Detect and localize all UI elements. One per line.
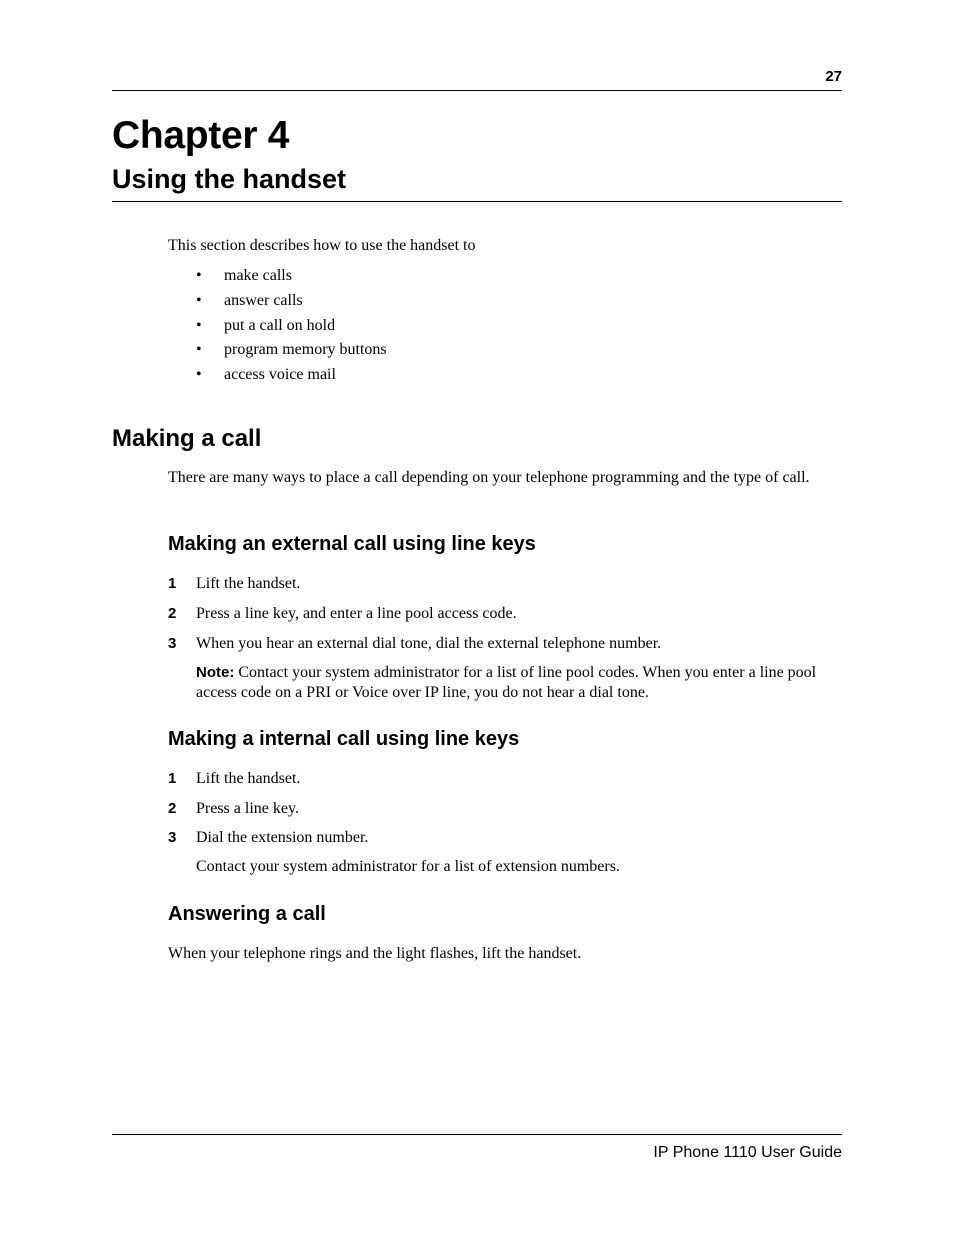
step-number: 1 [168,575,177,592]
list-item-text: make calls [224,267,292,284]
bullet-icon: • [196,291,202,309]
step-number: 3 [168,829,177,846]
step-text: When you hear an external dial tone, dial the external telephone number. [196,635,662,652]
subsection-heading-external-call: Making an external call using line keys [168,533,536,555]
page-number: 27 [825,68,842,85]
subsection-heading-internal-call: Making a internal call using line keys [168,728,520,750]
step-item [168,603,517,624]
list-item-text: put a call on hold [224,316,336,334]
bullet-icon: • [196,366,202,384]
list-item-text: program memory buttons [224,341,387,359]
list-item [196,364,387,389]
intro-bullet-list [196,265,387,389]
step-text: Dial the extension number. [196,829,369,846]
step-text: Lift the handset. [196,770,301,787]
step-item [168,827,368,848]
bullet-icon: • [196,316,202,334]
answering-paragraph: When your telephone rings and the light flashes, lift the handset. [168,945,582,962]
step-number: 2 [168,605,177,622]
bullet-icon: • [196,267,202,284]
note-label: Note: [196,664,235,681]
header-rule [112,90,842,91]
step-number: 3 [168,635,177,652]
subsection-heading-answering-call: Answering a call [168,903,326,925]
intro-text: This section describes how to use the handset to [168,237,476,254]
chapter-title: Using the handset [112,164,347,194]
making-call-paragraph: There are many ways to place a call depending on your telephone programming and the type of call. [168,469,810,486]
section-heading-making-a-call: Making a call [112,425,262,452]
list-item-text: answer calls [224,291,303,309]
step-item [168,633,661,654]
step-number: 1 [168,770,177,787]
list-item-text: access voice mail [224,366,336,384]
note-block [196,663,836,703]
chapter-label: Chapter 4 [112,114,290,157]
list-item [196,265,387,290]
step-text: Press a line key. [196,800,299,817]
step-item [168,798,299,819]
footer-rule [112,1134,842,1135]
step-item [168,768,300,789]
bullet-icon: • [196,341,202,359]
internal-followup-text: Contact your system administrator for a list of extension numbers. [196,858,620,875]
list-item [196,339,387,364]
list-item [196,315,387,340]
step-item [168,573,300,594]
footer-guide-title: IP Phone 1110 User Guide [653,1144,842,1161]
step-text: Press a line key, and enter a line pool access code. [196,605,517,622]
step-text: Lift the handset. [196,575,301,592]
step-number: 2 [168,800,177,817]
note-text: Contact your system administrator for a list of line pool codes. When you enter a line pool access code on a PRI or Voice over IP line, you do not hear a dial tone. [196,664,817,701]
list-item [196,290,387,315]
chapter-rule [112,201,842,202]
